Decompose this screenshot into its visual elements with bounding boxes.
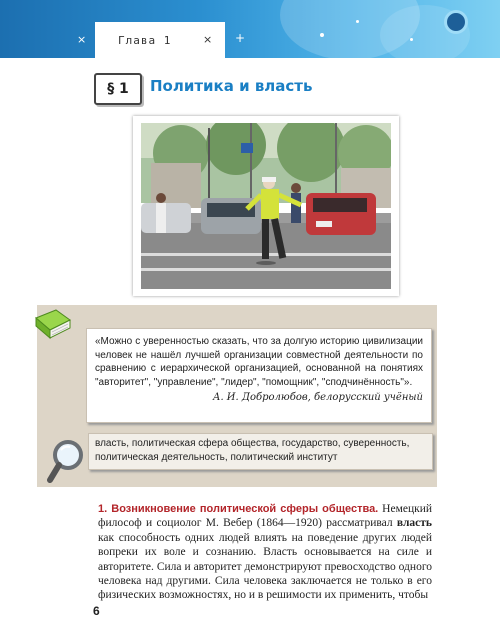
chapter-header [0,0,500,58]
body-text-part: как способность одних людей влиять на поведение других людей вопреки их воле и сознанию. Власть основывается на силе и авторитете. Сила и авторитет демонстрируют превосходство одного человека над другими. Сила человека заключается не только в его физических возможностях, но и в решимости их применить, чтобы [98,531,432,602]
keywords-box [88,433,433,470]
section-number-badge [94,73,142,105]
traffic-police-photo [141,123,391,289]
body-paragraph [98,502,432,603]
quote-box [86,328,432,423]
dot-decoration [410,38,413,41]
quote-author: А. И. Добролюбов, белорусский учёный [212,392,423,403]
book-icon [34,306,72,340]
close-mark-icon: × [203,33,213,46]
keywords-text: власть, политическая сфера общества, государство, суверенность, политическая деятельность, политический институт [95,438,410,463]
dot-decoration [320,33,324,37]
close-mark-icon: × [77,33,87,46]
section-number: § 1 [107,81,129,97]
plus-mark-icon: + [235,31,246,45]
page-number: 6 [93,604,100,618]
magnifier-icon [46,438,94,490]
chapter-tab-label: Глава 1 [118,34,172,47]
bold-term: власть [396,517,432,530]
dot-decoration [356,20,359,23]
photo-frame [133,116,399,296]
body-text-part: Немецкий философ и социолог М. Вебер (1864—1920) рассматривал [98,503,432,530]
quote-text: «Можно с уверенностью сказать, что за долгую историю цивилизации человек не нашёл лучшей организации совместной деятельности по сравнению с иерархической организацией, основанной на понятиях "авторитет", "управление", "лидер", "помощник", "сподчинённость"». [95,336,423,388]
section-title: Политика и власть [150,77,313,95]
circle-decoration [444,10,468,34]
subsection-heading: 1. Возникновение политической сферы общества. [98,503,379,515]
